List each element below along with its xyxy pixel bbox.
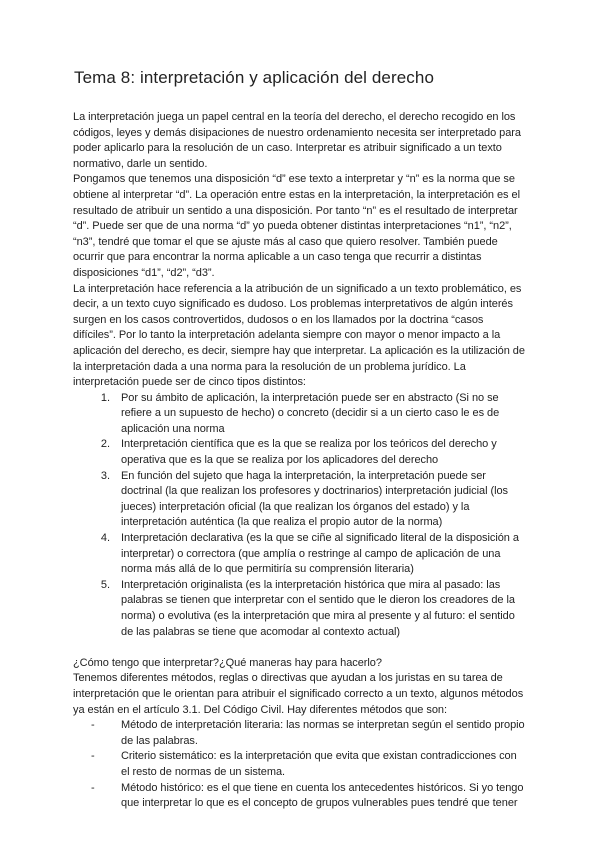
paragraph-disposicion: Pongamos que tenemos una disposición “d” ese texto a interpretar y “n” es la norma que se obtiene al interpretar “d”. La operación entre estas en la interpretación, la interpretación es el resultado de atribuir un sentido a una disposición. Por tanto “n” es el resultado de interpretar “d”. Puede ser que de una norma “d” yo pueda obtener distintas interpretaciones “n1”, “n2”, “n3”, tendré que tomar el que se ajuste más al caso que quiero resolver. También puede ocurrir que para encontrar la norma aplicable a un caso tenga que recurrir a distintas disposiciones “d1”, “d2”, “d3”. [73,173,520,279]
list-item: - Criterio sistemático: es la interpretación que evita que existan contradicciones con el resto de normas de un sistema. [113,749,528,780]
list-item: 3. En función del sujeto que haga la interpretación, la interpretación puede ser doctrinal (la que realizan los profesores y doctrinarios) interpretación judicial (los jueces) interpretación oficial (la que realizan los órganos del estado) y la interpretación auténtica (la que realiza el propio autor de la norma) [113,469,528,531]
list-item: - Método de interpretación literaria: las normas se interpretan según el sentido propio de las palabras. [113,718,528,749]
methods-list [73,718,528,812]
list-item: 2. Interpretación científica que es la que se realiza por los teóricos del derecho y operativa que es la que se realiza por los aplicadores del derecho [113,437,528,468]
list-item: 1. Por su ámbito de aplicación, la interpretación puede ser en abstracto (Si no se refiere a un supuesto de hecho) o concreto (decidir si a un cierto caso le es de aplicación una norma [113,391,528,438]
paragraph-intro: La interpretación juega un papel central en la teoría del derecho, el derecho recogido en los códigos, leyes y demás disipaciones de nuestro ordenamiento necesita ser interpretado para poder aplicarlo para la resolución de un caso. Interpretar es atribuir significado a un texto normativo, darle un sentido. [73,111,521,170]
spacer [73,640,528,656]
question-heading: ¿Cómo tengo que interpretar?¿Qué maneras hay para hacerlo? [73,656,382,669]
document-body [73,110,528,812]
page-title: Tema 8: interpretación y aplicación del derecho [74,68,435,87]
list-item: 4. Interpretación declarativa (es la que se ciñe al significado literal de la disposición a interpretar) o correctora (que amplía o restringe al campo de aplicación de una norma más allá de lo que permitiría su comprensión literaria) [113,531,528,578]
list-item: - Método histórico: es el que tiene en cuenta los antecedentes históricos. Si yo tengo que interpretar lo que es el concepto de grupos vulnerables pues tendré que tener [113,781,528,812]
paragraph-methods-intro: Tenemos diferentes métodos, reglas o directivas que ayudan a los juristas en su tarea de interpretación que le orientan para atribuir el significado correcto a un texto, algunos métodos ya están en el artículo 3.1. Del Código Civil. Hay diferentes métodos que son: [73,672,524,716]
list-item: 5. Interpretación originalista (es la interpretación histórica que mira al pasado: las palabras se tienen que interpretar con el sentido que le dieron los creadores de la norma) o evolutiva (es la interpretación que mira al presente y al futuro: el sentido de las palabras se tiene que acomodar al contexto actual) [113,578,528,640]
paragraph-referencia: La interpretación hace referencia a la atribución de un significado a un texto problemático, es decir, a un texto cuyo significado es dudoso. Los problemas interpretativos de algún interés surgen en los casos controvertidos, dudosos o en los llamados por la doctrina “casos difíciles”. Por lo tanto la interpretación adelanta siempre con mayor o menor impacto a la aplicación del derecho, es decir, siempre hay que interpretar. La aplicación es la utilización de la interpretación dada a una norma para la resolución de un problema jurídico. La interpretación puede ser de cinco tipos distintos: [73,282,525,389]
interpretation-types-list [73,391,528,641]
